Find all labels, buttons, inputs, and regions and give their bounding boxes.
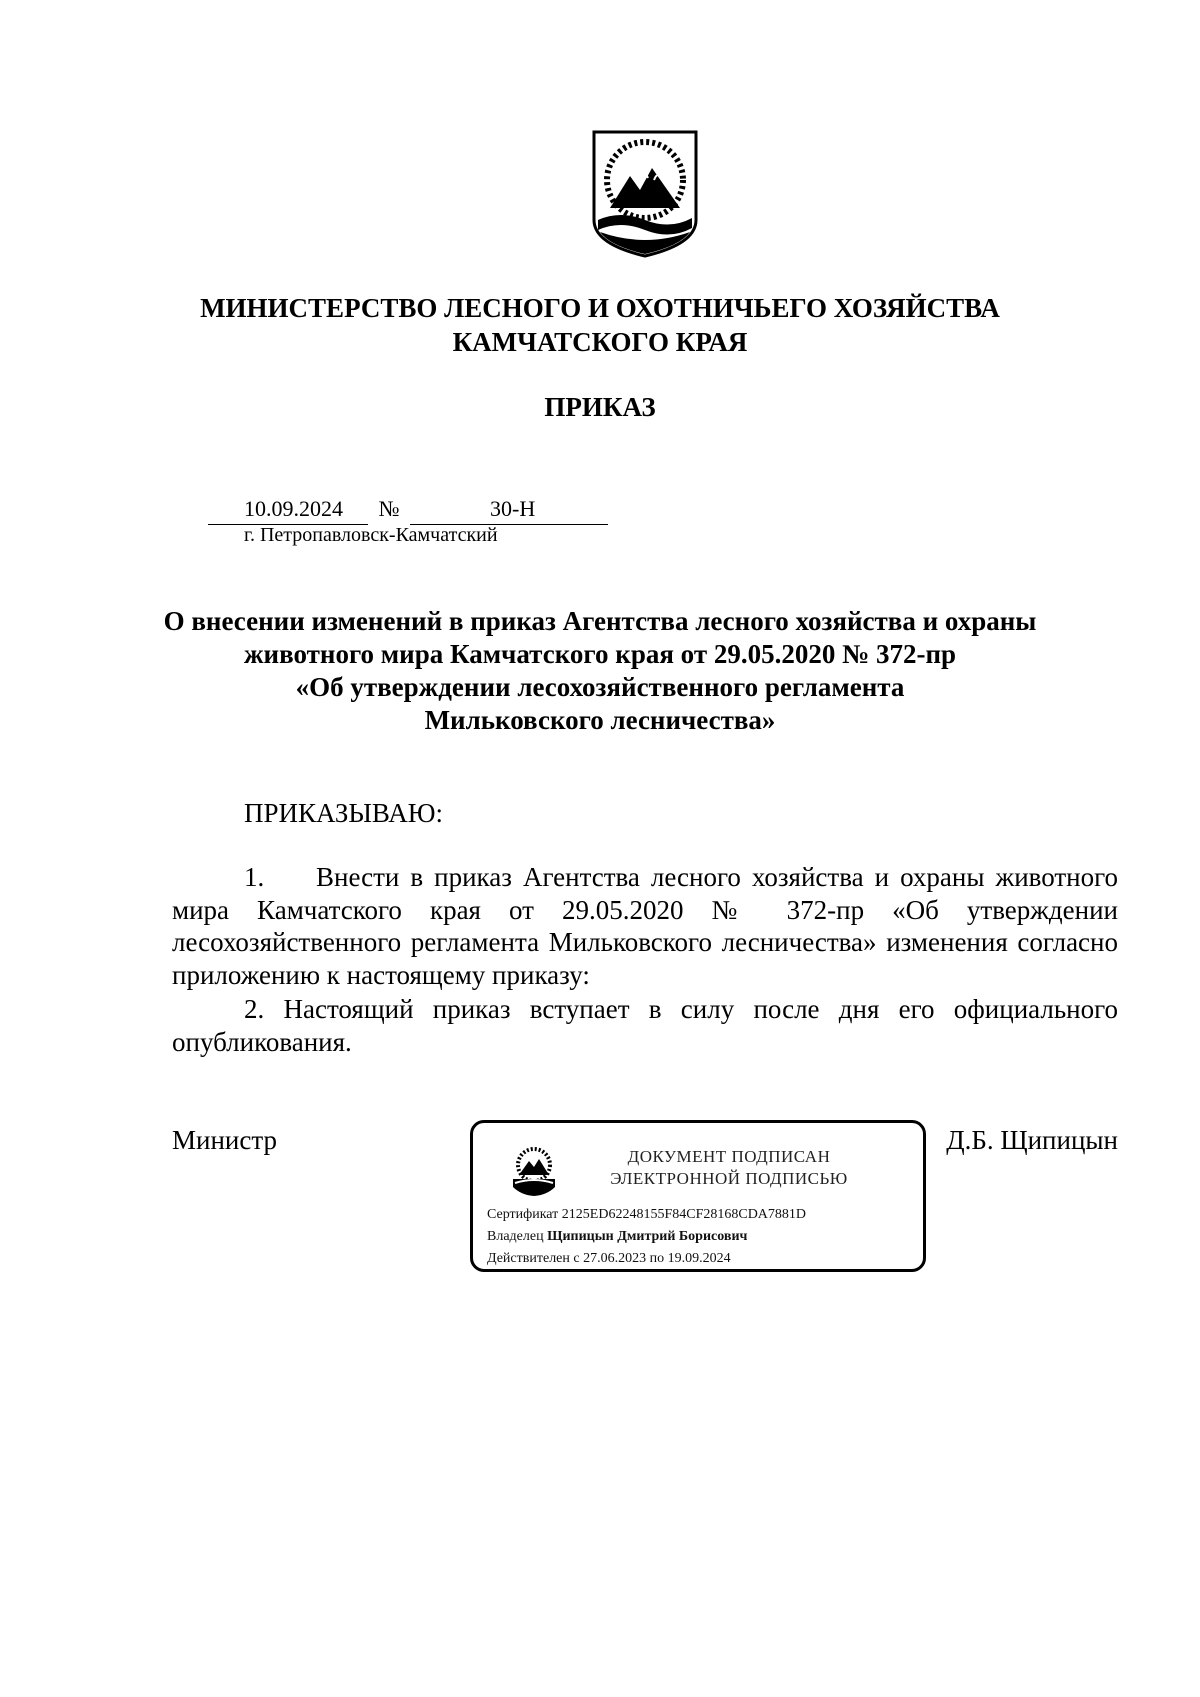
- date-underline: [208, 494, 368, 525]
- organization-name-line1: МИНИСТЕРСТВО ЛЕСНОГО И ОХОТНИЧЬЕГО ХОЗЯЙСТВА: [200, 293, 1000, 323]
- certificate-value: 2125ED62248155F84CF28168CDA7881D: [561, 1207, 807, 1222]
- owner-value: Щипицын Дмитрий Борисович: [547, 1229, 748, 1244]
- subject-line3: «Об утверждении лесохозяйственного регламента: [295, 672, 905, 702]
- order-item-2: 2. Настоящий приказ вступает в силу после дня его официального опубликования.: [172, 994, 1118, 1057]
- subject-line1: О внесении изменений в приказ Агентства лесного хозяйства и охраны: [163, 606, 1037, 636]
- city: г. Петропавловск-Камчатский: [244, 524, 498, 546]
- order-word: ПРИКАЗЫВАЮ:: [244, 798, 443, 828]
- organization-name-line2: КАМЧАТСКОГО КРАЯ: [452, 327, 748, 357]
- certificate-label: Сертификат: [487, 1207, 559, 1222]
- certificate-line: [487, 1207, 806, 1223]
- owner-label: Владелец: [487, 1229, 544, 1244]
- electronic-signature-stamp: [470, 1120, 926, 1272]
- coat-of-arms-icon: [590, 128, 700, 260]
- signer-name: Д.Б. Щипицын: [946, 1125, 1118, 1155]
- number-underline: [410, 494, 608, 525]
- item-text: Внести в приказ Агентства лесного хозяйства и охраны животного мира Камчатского края от 29.05.2020 № 372-пр «Об утверждении лесохозяйственного регламента Мильковского лесничества» изменения согласно приложению к настоящему приказу:: [172, 862, 1118, 990]
- owner-line: [487, 1229, 747, 1245]
- number-sign: №: [378, 496, 400, 521]
- document-type: ПРИКАЗ: [544, 392, 656, 422]
- document-date: 10.09.2024: [244, 496, 343, 521]
- stamp-heading2: ЭЛЕКТРОННОЙ ПОДПИСЬЮ: [610, 1169, 848, 1188]
- validity-line: [487, 1251, 731, 1267]
- valid-to: 19.09.2024: [667, 1251, 731, 1266]
- valid-from: 27.06.2023: [583, 1251, 647, 1266]
- valid-to-label: по: [649, 1251, 665, 1266]
- order-item-1: [172, 861, 1118, 991]
- stamp-heading1: ДОКУМЕНТ ПОДПИСАН: [627, 1147, 831, 1166]
- coat-of-arms-icon: [507, 1143, 561, 1197]
- valid-label: Действителен с: [487, 1251, 580, 1266]
- subject-line2: животного мира Камчатского края от 29.05.2020 № 372-пр: [243, 639, 957, 669]
- item-number: 1.: [244, 862, 265, 892]
- subject-line4: Мильковского лесничества»: [424, 705, 776, 735]
- signer-title: Министр: [172, 1125, 277, 1155]
- document-number: 30-Н: [490, 496, 536, 521]
- document-subject: [150, 605, 1050, 737]
